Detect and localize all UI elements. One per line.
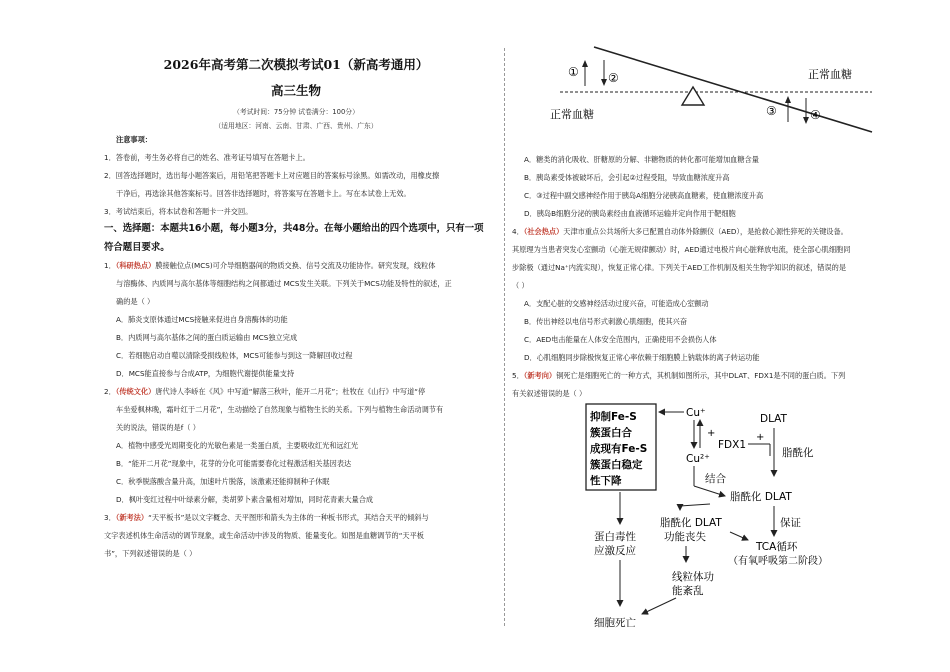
question-stem: “天平板书”是以文字概念、天平图形和箭头为主体的一种板书形式，其结合天平的倾斜与 xyxy=(148,513,429,522)
lipoyl-dlat: 脂酰化 DLAT xyxy=(730,491,792,503)
dlat-label: DLAT xyxy=(760,413,787,425)
fdx1-label: FDX1 xyxy=(718,439,746,451)
answer-option[interactable]: A．肺炎支原体通过MCS接触来促进自身溶酶体的功能 xyxy=(116,315,288,324)
cu-plus: Cu⁺ xyxy=(686,407,706,419)
question-stem: 确的是（ ） xyxy=(116,297,155,306)
loss-line: 脂酰化 DLAT xyxy=(660,517,722,529)
answer-option[interactable]: C．若细胞启动自噬以清除受损线粒体，MCS可能参与到这一降解回收过程 xyxy=(116,351,353,360)
question-tag: （传统文化） xyxy=(115,387,156,396)
question-stem: 书”，下列叙述错误的是（ ） xyxy=(104,549,197,558)
cu-2plus: Cu²⁺ xyxy=(686,453,710,465)
plus-sign: + xyxy=(707,428,716,439)
answer-option[interactable]: C．③过程中副交感神经作用于胰岛A细胞分泌胰高血糖素，使血糖浓度升高 xyxy=(524,191,764,200)
box-line: 抑制Fe-S xyxy=(590,411,637,423)
answer-option[interactable]: B．内质网与高尔基体之间的蛋白质运输由 MCS独立完成 xyxy=(116,333,298,342)
exam-title: 2026年高考第二次模拟考试01（新高考通用） xyxy=(163,57,429,72)
notice-item: 2．回答选择题时，选出每小题答案后，用铅笔把答题卡上对应题目的答案标号涂黑。如需改动，用橡皮擦 xyxy=(104,171,440,180)
question-stem: 天津市重点公共场所大多已配置自动体外除颤仪（AED），是抢救心源性猝死的关键设备。 xyxy=(563,227,848,236)
box-line: 成现有Fe-S xyxy=(590,443,648,455)
answer-option[interactable]: B．胰岛素受体被破坏后，会引起②过程受阻，导致血糖浓度升高 xyxy=(524,173,730,182)
mito-dysfunction: 能紊乱 xyxy=(672,585,704,597)
answer-option[interactable]: A．糖类的消化吸收、肝糖原的分解、非糖物质的转化都可能增加血糖含量 xyxy=(524,155,759,164)
box-line: 簇蛋白合 xyxy=(590,427,632,439)
question-tag: （新考向） xyxy=(523,371,557,380)
notice-item: 3．考试结束后，将本试卷和答题卡一并交回。 xyxy=(104,207,253,216)
question-stem: 膜接触位点(MCS)可介导细胞器间的物质交换、信号交流及功能协作。研究发现，线粒体 xyxy=(155,261,436,270)
protein-stress: 应激反应 xyxy=(594,545,636,557)
answer-option[interactable]: D．MCS能直接参与合成ATP，为细胞代谢提供能量支持 xyxy=(116,369,295,378)
answer-option[interactable]: D．枫叶变红过程中叶绿素分解，类胡萝卜素含量相对增加，同时花青素大量合成 xyxy=(116,495,374,504)
plus-sign: + xyxy=(756,432,765,443)
question-stem: （ ） xyxy=(512,281,529,290)
notice-heading: 注意事项： xyxy=(116,135,152,144)
question-stem: 文字表述机体生命活动的调节现象，或生命活动中涉及的物质、能量变化。如图是血糖调节的“天平板 xyxy=(104,531,424,540)
question-stem: 关的说法，错误的是f（ ） xyxy=(116,423,200,432)
protein-stress: 蛋白毒性 xyxy=(594,531,636,543)
answer-option[interactable]: B．“能开二月花”现象中，花芽的分化可能需要春化过程激活相关基因表达 xyxy=(116,459,352,468)
time-info: （考试时间：75分钟 试卷满分：100分） xyxy=(233,108,359,116)
mark-2: ② xyxy=(608,71,619,85)
question-tag: （社会热点） xyxy=(523,227,564,236)
question-number: 4． xyxy=(512,227,524,236)
question-number: 3． xyxy=(104,513,116,522)
ensure-label: 保证 xyxy=(780,517,801,529)
answer-option[interactable]: C．秋季脱落酸含量升高，加速叶片脱落，该激素还能抑制种子休眠 xyxy=(116,477,330,486)
label-normal-right: 正常血糖 xyxy=(808,68,852,81)
question-stem: 其原理为当患者突发心室颤动（心脏无规律颤动）时，AED通过电极片向心脏释放电流，使全部心肌细胞同 xyxy=(512,245,851,254)
section-heading: 一、选择题：本题共16小题，每小题3分，共48分。在每小题给出的四个选项中，只有一项 xyxy=(104,223,484,234)
cell-death: 细胞死亡 xyxy=(594,617,636,629)
answer-option[interactable]: A．植物中感受光周期变化的光敏色素是一类蛋白质，主要吸收红光和远红光 xyxy=(116,441,359,450)
bind-label: 结合 xyxy=(705,473,726,485)
answer-option[interactable]: B．传出神经以电信号形式刺激心肌细胞，使其兴奋 xyxy=(524,317,688,326)
region-info: （适用地区：河南、云南、甘肃、广西、贵州、广东） xyxy=(214,122,378,130)
box-line: 簇蛋白稳定 xyxy=(590,459,643,471)
balance-diagram xyxy=(540,42,880,146)
tca-label: TCA循环 xyxy=(756,541,798,553)
section-heading: 符合题目要求。 xyxy=(104,242,170,253)
exam-subject: 高三生物 xyxy=(270,83,321,98)
lipoylation-label: 脂酰化 xyxy=(782,447,814,459)
answer-option[interactable]: A．支配心脏的交感神经活动过度兴奋，可能造成心室颤动 xyxy=(524,299,709,308)
question-stem: 与溶酶体、内质网与高尔基体等细胞结构之间都通过 MCS发生关联。下列关于MCS功能及特性的叙述，正 xyxy=(116,279,452,288)
box-line: 性下降 xyxy=(590,475,622,487)
notice-item: 干净后，再选涂其他答案标号。回答非选择题时，将答案写在答题卡上。写在本试卷上无效。 xyxy=(116,189,411,198)
label-normal-left: 正常血糖 xyxy=(550,108,594,121)
question-stem: 唐代诗人李峤在《风》中写道“解落三秋叶，能开二月花”；杜牧在《山行》中写道“停 xyxy=(155,387,426,396)
answer-option[interactable]: D．胰岛B细胞分泌的胰岛素经由血液循环运输并定向作用于靶细胞 xyxy=(524,209,736,218)
question-number: 2． xyxy=(104,387,116,396)
question-number: 5． xyxy=(512,371,524,380)
mark-3: ③ xyxy=(766,104,777,118)
answer-option[interactable]: D．心肌细胞同步除极恢复正常心率依赖于细胞膜上钠载体的离子转运功能 xyxy=(524,353,760,362)
answer-option[interactable]: C．AED电击能量在人体安全范围内，正确使用不会损伤人体 xyxy=(524,335,717,344)
question-tag: （科研热点） xyxy=(115,261,156,270)
question-stem: 步除极（通过Na⁺内流实现），恢复正常心律。下列关于AED工作机制及相关生物学知识的叙述，错误的是 xyxy=(512,263,847,272)
mark-1: ① xyxy=(568,65,579,79)
question-tag: （新考法） xyxy=(115,513,149,522)
loss-line: 功能丧失 xyxy=(664,531,706,543)
notice-item: 1．答卷前，考生务必将自己的姓名、准考证号填写在答题卡上。 xyxy=(104,153,310,162)
question-stem: 车坐爱枫林晚，霜叶红于二月花”，生动描绘了自然现象与植物生长的关系。下列与植物生命活动调节有 xyxy=(116,405,444,414)
question-stem: 有关叙述错误的是（ ） xyxy=(512,389,587,398)
column-divider xyxy=(504,48,505,626)
cuproptosis-diagram xyxy=(580,400,880,640)
question-stem: 铜死亡是细胞死亡的一种方式，其机制如图所示，其中DLAT、FDX1是不同的蛋白质。下列 xyxy=(556,371,846,380)
question-number: 1． xyxy=(104,261,116,270)
mito-dysfunction: 线粒体功 xyxy=(672,571,714,583)
tca-note: （有氧呼吸第二阶段） xyxy=(728,556,828,567)
mark-4: ④ xyxy=(810,108,821,122)
